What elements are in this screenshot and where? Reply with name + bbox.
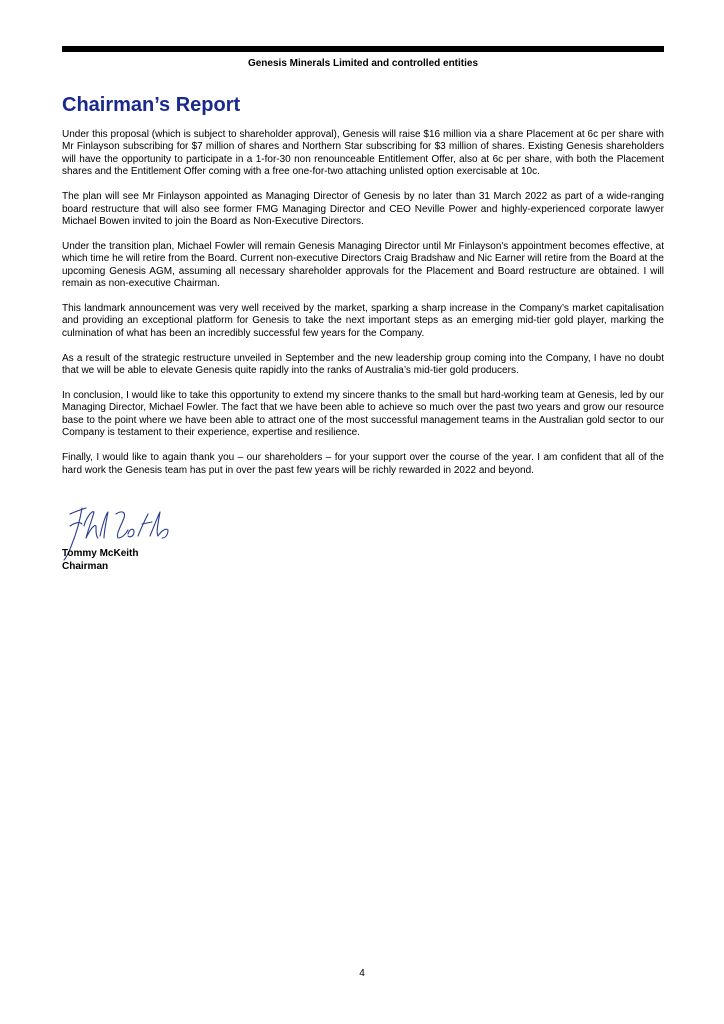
page-title: Chairman’s Report: [62, 94, 241, 116]
paragraph: Under this proposal (which is subject to shareholder approval), Genesis will raise $16 million via a share Placement at 6c per share with Mr Finlayson subscribing for $7 million of shares and Northern Star subscribing for $3 million of shares. Existing Genesis shareholders will have the opportunity to participate in a 1-for-30 non renounceable Entitlement Offer, also at 6c per share, with both the Placement shares and the Entitlement Offer coming with a free one-for-two attaching unlisted option exercisable at 10c.: [62, 129, 664, 178]
signatory-name: Tommy McKeith: [62, 548, 139, 559]
paragraph: In conclusion, I would like to take this opportunity to extend my sincere thanks to the small but hard-working team at Genesis, led by our Managing Director, Michael Fowler. The fact that we have been able to achieve so much over the past two years and grow our resource base to the point where we have been able to attract one of the most successful management teams in the Australian gold sector to our Company is testament to their experience, expertise and resilience.: [62, 390, 664, 439]
paragraph: Under the transition plan, Michael Fowler will remain Genesis Managing Director until Mr Finlayson's appointment becomes effective, at which time he will retire from the Board. Current non-executive Directors Craig Bradshaw and Nic Earner will retire from the Board at the upcoming Genesis AGM, assuming all necessary shareholder approvals for the Placement and Board restructure are obtained. I will remain as non-executive Chairman.: [62, 240, 664, 290]
signatory-role: Chairman: [62, 560, 109, 572]
paragraph: As a result of the strategic restructure unveiled in September and the new leadership group coming into the Company, I have no doubt that we will be able to elevate Genesis quite rapidly into the ranks of Australia’s mid-tier gold producers.: [62, 352, 664, 377]
paragraph: This landmark announcement was very well received by the market, sparking a sharp increase in the Company’s market capitalisation and providing an exceptional platform for Genesis to take the next important steps as an emerging mid-tier gold player, marking the culmination of what has been an incredibly successful few years for the Company.: [62, 302, 664, 339]
company-header: Genesis Minerals Limited and controlled entities: [247, 58, 479, 69]
paragraph: Finally, I would like to again thank you – our shareholders – for your support over the course of the year. I am confident that all of the hard work the Genesis team has put in over the past few years will be richly rewarded in 2022 and beyond.: [62, 452, 664, 476]
paragraph: The plan will see Mr Finlayson appointed as Managing Director of Genesis by no later than 31 March 2022 as part of a wide-ranging board restructure that will also see former FMG Managing Director and CEO Neville Power and highly-experienced corporate lawyer Michael Bowen invited to join the Board as Non-Executive Directors.: [62, 191, 664, 227]
signatory: [62, 548, 139, 573]
header-rule: [62, 46, 664, 52]
page-number: 4: [359, 968, 365, 979]
report-body: [62, 129, 664, 489]
